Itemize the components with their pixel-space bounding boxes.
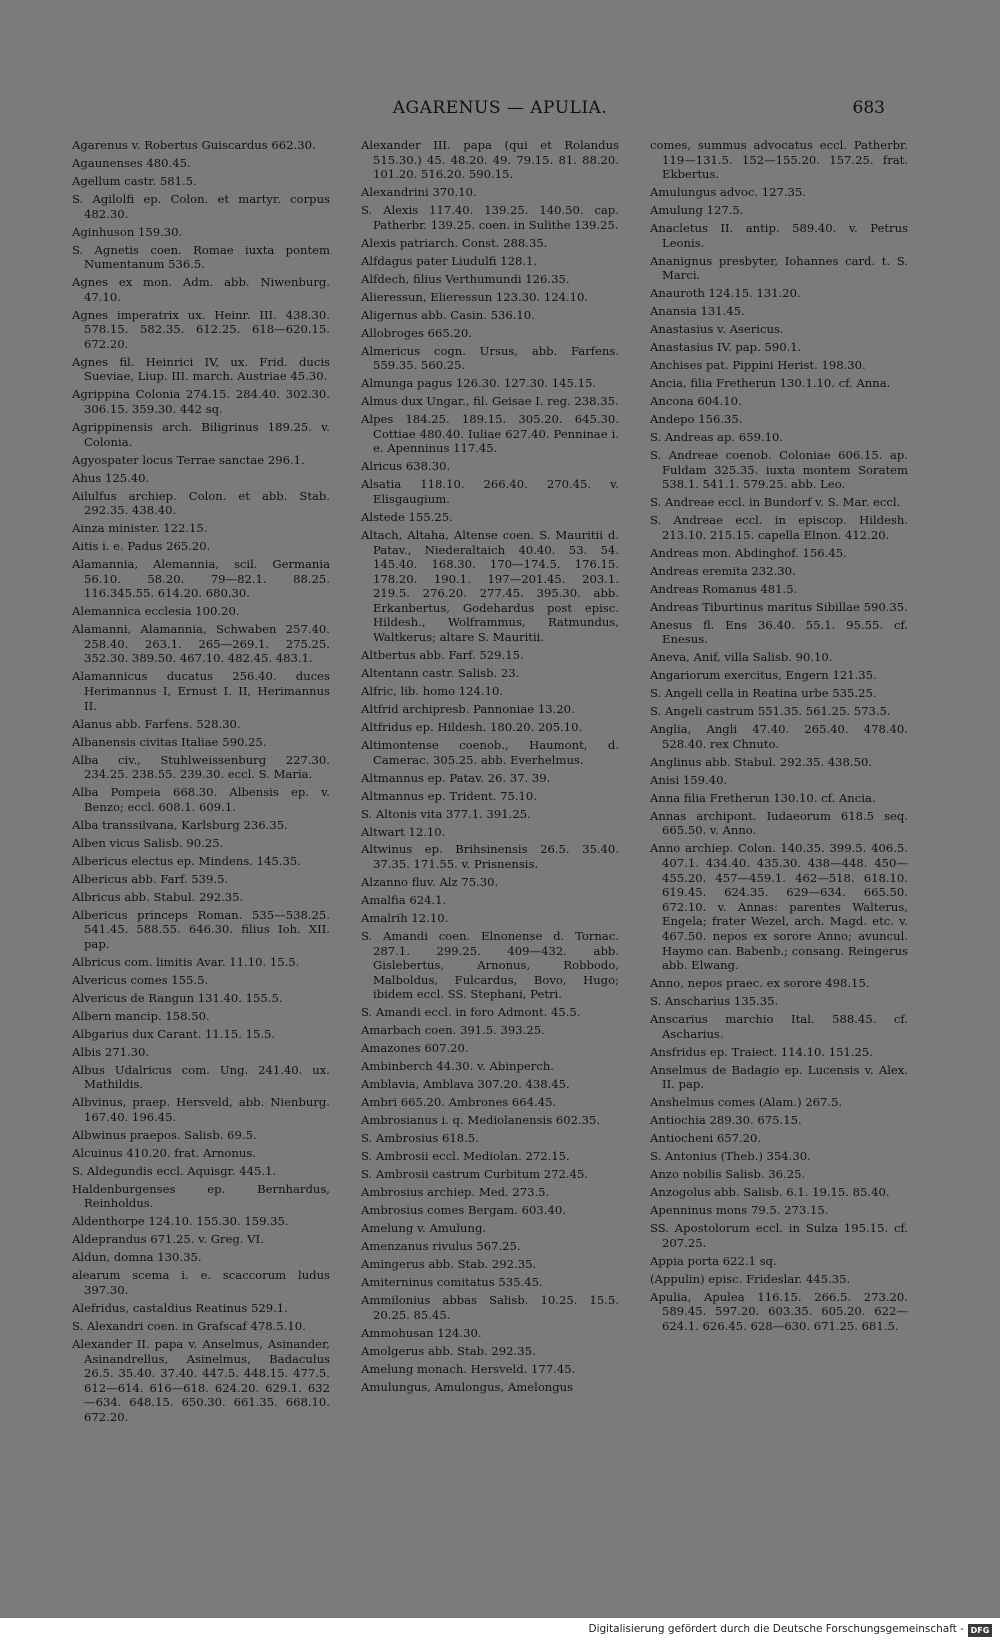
index-entry: Amelung monach. Hersveld. 177.45. bbox=[361, 1361, 576, 1376]
index-entry: Ambinberch 44.30. v. Abinperch. bbox=[361, 1059, 554, 1074]
index-entry: S. Angeli cella in Reatina urbe 535.25. bbox=[650, 686, 877, 701]
index-entry: Alsatia 118.10. 266.40. 270.45. v. Elisgaugium. bbox=[361, 477, 619, 506]
page-header bbox=[0, 96, 1000, 124]
index-entry: Anna filia Fretherun 130.10. cf. Ancia. bbox=[650, 790, 876, 805]
index-entry: Altmannus ep. Trident. 75.10. bbox=[361, 788, 537, 803]
index-entry: Altwart 12.10. bbox=[361, 824, 446, 839]
index-entry: Anzogolus abb. Salisb. 6.1. 19.15. 85.40. bbox=[650, 1185, 890, 1200]
index-entry: Anauroth 124.15. 131.20. bbox=[650, 286, 801, 301]
index-entry: Andreas eremita 232.30. bbox=[650, 563, 796, 578]
index-entry: Aldenthorpe 124.10. 155.30. 159.35. bbox=[72, 1214, 289, 1229]
index-entry: Agarenus v. Robertus Guiscardus 662.30. bbox=[72, 138, 316, 152]
index-entry: Alvericus comes 155.5. bbox=[72, 972, 209, 987]
index-entry: Ambrosius archiep. Med. 273.5. bbox=[361, 1185, 550, 1200]
index-entry: Anselmus de Badagio ep. Lucensis v. Alex. II. pap. bbox=[650, 1062, 908, 1092]
index-entry: Anglinus abb. Stabul. 292.35. 438.50. bbox=[650, 754, 873, 769]
index-entry: Albwinus praepos. Salisb. 69.5. bbox=[72, 1127, 257, 1142]
index-entry: S. Angeli castrum 551.35. 561.25. 573.5. bbox=[650, 704, 891, 719]
index-entry: Amolgerus abb. Stab. 292.35. bbox=[361, 1343, 536, 1358]
index-entry: Alexandrini 370.10. bbox=[361, 185, 477, 200]
index-entry: Anshelmus comes (Alam.) 267.5. bbox=[650, 1095, 843, 1110]
index-entry: S. Agilolfi ep. Colon. et martyr. corpus 482.30. bbox=[72, 191, 330, 221]
index-entry: Almunga pagus 126.30. 127.30. 145.15. bbox=[361, 376, 597, 391]
index-entry: Amulungus advoc. 127.35. bbox=[650, 185, 806, 200]
index-entry: S. Ambrosius 618.5. bbox=[361, 1131, 479, 1146]
index-column-2 bbox=[361, 138, 619, 1528]
index-entry: Amenzanus rivulus 567.25. bbox=[361, 1239, 521, 1254]
index-entry: comes, summus advocatus eccl. Patherbr. 119—131.5. 152—155.20. 157.25. frat. Ekbertus. bbox=[650, 138, 908, 182]
index-entry: Amingerus abb. Stab. 292.35. bbox=[361, 1257, 537, 1272]
index-entry: Altach, Altaha, Altense coen. S. Mauritii d. Patav., Niederaltaich 40.40. 53. 54. 145.40. 168.30. 170—174.5. 176.15. 178.20. 190.1. 197—201.45. 203.1. 219.5. 276.20. 277.45. 395.30. abb. Erkanbertus, Godehardus post episc. Hildesh., Wolframmus, Ratmundus, Waltkerus; altare S. Mauritii. bbox=[361, 527, 619, 645]
index-entry: Apulia, Apulea 116.15. 266.5. 273.20. 589.45. 597.20. 603.35. 605.20. 622—624.1. 626.45. 628—630. 671.25. 681.5. bbox=[650, 1289, 908, 1333]
footer-credit: Digitalisierung gefördert durch die Deutsche Forschungsgemeinschaft - bbox=[588, 1623, 964, 1635]
index-column-3 bbox=[650, 138, 908, 1528]
index-entry: SS. Apostolorum eccl. in Sulza 195.15. cf. 207.25. bbox=[650, 1221, 908, 1250]
index-entry: Ansfridus ep. Traiect. 114.10. 151.25. bbox=[650, 1044, 873, 1059]
index-entry: Alanus abb. Farfens. 528.30. bbox=[72, 716, 241, 731]
index-entry: Amblavia, Amblava 307.20. 438.45. bbox=[361, 1077, 570, 1092]
index-entry: Apenninus mons 79.5. 273.15. bbox=[650, 1203, 829, 1218]
index-entry: Anchises pat. Pippini Herist. 198.30. bbox=[650, 358, 866, 373]
index-entry: S. Altonis vita 377.1. 391.25. bbox=[361, 806, 531, 821]
index-entry: Albern mancip. 158.50. bbox=[72, 1008, 210, 1023]
index-entry: Alba civ., Stuhlweissenburg 227.30. 234.25. 238.55. 239.30. eccl. S. Maria. bbox=[72, 752, 330, 782]
index-entry: Anansia 131.45. bbox=[650, 304, 745, 319]
index-entry: S. Aldegundis eccl. Aquisgr. 445.1. bbox=[72, 1163, 277, 1178]
index-entry: Anisi 159.40. bbox=[650, 772, 728, 787]
index-entry: Ambri 665.20. Ambrones 664.45. bbox=[361, 1095, 557, 1110]
index-entry: Amalrih 12.10. bbox=[361, 911, 449, 926]
index-entry: S. Alexis 117.40. 139.25. 140.50. cap. Patherbr. 139.25. coen. in Sulithe 139.25. bbox=[361, 203, 619, 232]
index-entry: Alcuinus 410.20. frat. Arnonus. bbox=[72, 1145, 256, 1160]
index-entry: Alfdech, filius Verthumundi 126.35. bbox=[361, 271, 570, 286]
index-entry: Agrippina Colonia 274.15. 284.40. 302.30. 306.15. 359.30. 442 sq. bbox=[72, 387, 330, 417]
index-entry: S. Ambrosii eccl. Mediolan. 272.15. bbox=[361, 1149, 570, 1164]
index-entry: Alamannia, Alemannia, scil. Germania 56.10. 58.20. 79—82.1. 88.25. 116.345.55. 614.20. 680.30. bbox=[72, 557, 330, 601]
index-entry: Albricus com. limitis Avar. 11.10. 15.5. bbox=[72, 954, 300, 969]
index-entry: S. Ambrosii castrum Curbitum 272.45. bbox=[361, 1167, 589, 1182]
index-entry: Alieressun, Elieressun 123.30. 124.10. bbox=[361, 289, 589, 304]
index-entry: Ammohusan 124.30. bbox=[361, 1325, 482, 1340]
index-entry: Amulung 127.5. bbox=[650, 203, 744, 218]
index-entry: Alamanni, Alamannia, Schwaben 257.40. 258.40. 263.1. 265—269.1. 275.25. 352.30. 389.50. 467.10. 482.45. 483.1. bbox=[72, 622, 330, 666]
index-column-1 bbox=[72, 138, 330, 1528]
index-entry: Altmannus ep. Patav. 26. 37. 39. bbox=[361, 770, 551, 785]
index-entry: Appia porta 622.1 sq. bbox=[650, 1253, 777, 1268]
index-entry: Andreas Tiburtinus maritus Sibillae 590.35. bbox=[650, 599, 908, 614]
index-entry: Antiocheni 657.20. bbox=[650, 1131, 762, 1146]
index-entry: Albvinus, praep. Hersveld, abb. Nienburg. 167.40. 196.45. bbox=[72, 1095, 330, 1124]
index-entry: Albis 271.30. bbox=[72, 1044, 150, 1059]
index-entry: Anastasius IV. pap. 590.1. bbox=[650, 340, 802, 355]
index-entry: Albericus princeps Roman. 535—538.25. 541.45. 588.55. 646.30. filius Ioh. XII. pap. bbox=[72, 907, 330, 951]
index-entry: Aldeprandus 671.25. v. Greg. VI. bbox=[72, 1232, 264, 1247]
index-entry: Alemannica ecclesia 100.20. bbox=[72, 604, 240, 619]
index-entry: Haldenburgenses ep. Bernhardus, Reinholdus. bbox=[72, 1181, 330, 1211]
index-entry: Aitis i. e. Padus 265.20. bbox=[72, 539, 211, 554]
index-entry: S. Amandi coen. Elnonense d. Tornac. 287.1. 299.25. 409—432. abb. Gislebertus, Arnonus, Robbodo, Malboldus, Fulcardus, Bovo, Hugo; ibidem eccl. SS. Stephani, Petri. bbox=[361, 929, 619, 1002]
index-entry: Annas archipont. Iudaeorum 618.5 seq. 665.50. v. Anno. bbox=[650, 808, 908, 838]
index-entry: Alben vicus Salisb. 90.25. bbox=[72, 835, 224, 850]
index-entry: Anno archiep. Colon. 140.35. 399.5. 406.5. 407.1. 434.40. 435.30. 438—448. 450—455.20. 457—459.1. 462—518. 618.10. 619.45. 624.35. 629—634. 665.50. 672.10. v. Annas: parentes Walterus, Engela; frater Wezel, arch. Magd. etc. v. 467.50. nepos ex sorore Anno; avuncul. Haymo can. Babenb.; consang. Reingerus abb. Elwang. bbox=[650, 841, 908, 973]
index-entry: Alexander III. papa (qui et Rolandus 515.30.) 45. 48.20. 49. 79.15. 81. 88.20. 101.20. 516.20. 590.15. bbox=[361, 138, 619, 182]
index-entry: Altfridus ep. Hildesh. 180.20. 205.10. bbox=[361, 719, 583, 734]
digitization-footer bbox=[0, 1618, 1000, 1643]
index-entry: Aldun, domna 130.35. bbox=[72, 1250, 202, 1265]
index-entry: Andreas Romanus 481.5. bbox=[650, 581, 798, 596]
index-entry: Ainza minister. 122.15. bbox=[72, 521, 208, 536]
index-entry: Anscarius marchio Ital. 588.45. cf. Ascharius. bbox=[650, 1012, 908, 1041]
index-entry: Aneva, Anif, villa Salisb. 90.10. bbox=[650, 650, 833, 665]
index-entry: Anastasius v. Asericus. bbox=[650, 322, 784, 337]
index-entry: Alexis patriarch. Const. 288.35. bbox=[361, 235, 548, 250]
index-entry: Altentann castr. Salisb. 23. bbox=[361, 666, 520, 681]
index-entry: Alpes 184.25. 189.15. 305.20. 645.30. Cottiae 480.40. Iuliae 627.40. Penninae i. e. Apenninus 117.45. bbox=[361, 412, 619, 456]
index-entry: Allobroges 665.20. bbox=[361, 325, 472, 340]
index-entry: Alvericus de Rangun 131.40. 155.5. bbox=[72, 990, 283, 1005]
index-entry: Alfric, lib. homo 124.10. bbox=[361, 684, 504, 699]
index-entry: Ambrosianus i. q. Mediolanensis 602.35. bbox=[361, 1113, 601, 1128]
index-entry: Andepo 156.35. bbox=[650, 412, 743, 427]
index-entry: S. Amandi eccl. in foro Admont. 45.5. bbox=[361, 1005, 581, 1020]
index-entry: S. Andreas ap. 659.10. bbox=[650, 430, 784, 445]
index-entry: Altimontense coenob., Haumont, d. Camerac. 305.25. abb. Everhelmus. bbox=[361, 737, 619, 767]
index-entry: Albricus abb. Stabul. 292.35. bbox=[72, 889, 244, 904]
index-entry: S. Andreae eccl. in Bundorf v. S. Mar. eccl. bbox=[650, 495, 901, 510]
page-number: 683 bbox=[852, 98, 885, 118]
index-entry: S. Andreae coenob. Coloniae 606.15. ap. Fuldam 325.35. iuxta montem Soratem 538.1. 541.1. 579.25. abb. Leo. bbox=[650, 448, 908, 492]
index-entry: Altbertus abb. Farf. 529.15. bbox=[361, 648, 524, 663]
index-entry: Aligernus abb. Casin. 536.10. bbox=[361, 307, 535, 322]
index-entry: Amiterninus comitatus 535.45. bbox=[361, 1275, 543, 1290]
index-entry: Amarbach coen. 391.5. 393.25. bbox=[361, 1023, 545, 1038]
index-entry: S. Alexandri coen. in Grafscaf 478.5.10. bbox=[72, 1318, 306, 1333]
index-entry: S. Andreae eccl. in episcop. Hildesh. 213.10. 215.15. capella Elnon. 412.20. bbox=[650, 513, 908, 542]
index-entry: Ailulfus archiep. Colon. et abb. Stab. 292.35. 438.40. bbox=[72, 488, 330, 518]
index-entry: Alba Pompeia 668.30. Albensis ep. v. Benzo; eccl. 608.1. 609.1. bbox=[72, 785, 330, 814]
index-entry: Anacletus II. antip. 589.40. v. Petrus Leonis. bbox=[650, 221, 908, 250]
running-head: AGARENUS — APULIA. bbox=[392, 98, 608, 118]
index-columns bbox=[72, 138, 908, 1528]
index-entry: Almus dux Ungar., fil. Geisae I. reg. 238.35. bbox=[361, 394, 619, 409]
index-entry: Alba transsilvana, Karlsburg 236.35. bbox=[72, 817, 288, 832]
index-entry: Anzo nobilis Salisb. 36.25. bbox=[650, 1167, 806, 1182]
index-entry: S. Anscharius 135.35. bbox=[650, 994, 779, 1009]
index-entry: Agaunenses 480.45. bbox=[72, 155, 191, 170]
index-entry: Alstede 155.25. bbox=[361, 509, 453, 524]
index-entry: Ancona 604.10. bbox=[650, 394, 742, 409]
index-entry: Ambrosius comes Bergam. 603.40. bbox=[361, 1203, 566, 1218]
index-entry: Angariorum exercitus, Engern 121.35. bbox=[650, 668, 877, 683]
index-entry: Alamannicus ducatus 256.40. duces Herimannus I, Ernust I. II, Herimannus II. bbox=[72, 669, 330, 713]
index-entry: Anno, nepos praec. ex sorore 498.15. bbox=[650, 976, 870, 991]
index-entry: Andreas mon. Abdinghof. 156.45. bbox=[650, 545, 847, 560]
index-entry: Agnes ex mon. Adm. abb. Niwenburg. 47.10. bbox=[72, 275, 330, 304]
index-entry: Albus Udalricus com. Ung. 241.40. ux. Mathildis. bbox=[72, 1062, 330, 1092]
index-entry: alearum scema i. e. scaccorum ludus 397.30. bbox=[72, 1268, 330, 1297]
index-entry: Anglia, Angli 47.40. 265.40. 478.40. 528.40. rex Chnuto. bbox=[650, 722, 908, 751]
index-entry: Agrippinensis arch. Biligrinus 189.25. v. Colonia. bbox=[72, 420, 330, 449]
index-entry: Alefridus, castaldius Reatinus 529.1. bbox=[72, 1300, 288, 1315]
index-entry: S. Agnetis coen. Romae iuxta pontem Numentanum 536.5. bbox=[72, 242, 330, 272]
index-entry: Altwinus ep. Brihsinensis 26.5. 35.40. 37.35. 171.55. v. Prisnensis. bbox=[361, 842, 619, 872]
index-entry: Almericus cogn. Ursus, abb. Farfens. 559.35. 560.25. bbox=[361, 343, 619, 373]
index-entry: Ammilonius abbas Salisb. 10.25. 15.5. 20.25. 85.45. bbox=[361, 1293, 619, 1322]
index-entry: Amelung v. Amulung. bbox=[361, 1221, 487, 1236]
index-entry: Ancia, filia Fretherun 130.1.10. cf. Anna. bbox=[650, 376, 891, 391]
index-entry: Agnes fil. Heinrici IV, ux. Frid. ducis Sueviae, Liup. III. march. Austriae 45.30. bbox=[72, 354, 330, 384]
index-entry: S. Antonius (Theb.) 354.30. bbox=[650, 1149, 811, 1164]
index-entry: Agellum castr. 581.5. bbox=[72, 173, 197, 188]
index-entry: Amazones 607.20. bbox=[361, 1041, 469, 1056]
index-entry: Agnes imperatrix ux. Heinr. III. 438.30. 578.15. 582.35. 612.25. 618—620.15. 672.20. bbox=[72, 307, 330, 351]
index-entry: Anesus fl. Ens 36.40. 55.1. 95.55. cf. Enesus. bbox=[650, 617, 908, 647]
index-entry: Amalfia 624.1. bbox=[361, 893, 447, 908]
index-entry: Alexander II. papa v. Anselmus, Asinander, Asinandrellus, Asinelmus, Badaculus 26.5. 35.40. 37.40. 447.5. 448.15. 477.5. 612—614. 616—618. 624.20. 629.1. 632—634. 648.15. 650.30. 661.35. 668.10. 672.20. bbox=[72, 1336, 330, 1424]
index-entry: Aginhuson 159.30. bbox=[72, 224, 183, 239]
index-entry: Agyospater locus Terrae sanctae 296.1. bbox=[72, 452, 305, 467]
index-entry: Ananignus presbyter, Iohannes card. t. S. Marci. bbox=[650, 253, 908, 283]
index-entry: Albanensis civitas Italiae 590.25. bbox=[72, 734, 267, 749]
index-entry: Amulungus, Amulongus, Amelongus bbox=[361, 1379, 574, 1394]
index-entry: Alfdagus pater Liudulfi 128.1. bbox=[361, 253, 538, 268]
index-entry: Antiochia 289.30. 675.15. bbox=[650, 1113, 802, 1128]
index-entry: Alricus 638.30. bbox=[361, 459, 451, 474]
index-entry: (Appulin) episc. Frideslar. 445.35. bbox=[650, 1271, 851, 1286]
index-entry: Albericus electus ep. Mindens. 145.35. bbox=[72, 853, 301, 868]
index-entry: Alzanno fluv. Alz 75.30. bbox=[361, 875, 499, 890]
index-entry: Altfrid archipresb. Pannoniae 13.20. bbox=[361, 702, 575, 716]
index-entry: Albericus abb. Farf. 539.5. bbox=[72, 871, 229, 886]
dfg-logo-icon: DFG bbox=[968, 1624, 992, 1637]
index-entry: Ahus 125.40. bbox=[72, 470, 150, 485]
index-entry: Albgarius dux Carant. 11.15. 15.5. bbox=[72, 1026, 276, 1041]
